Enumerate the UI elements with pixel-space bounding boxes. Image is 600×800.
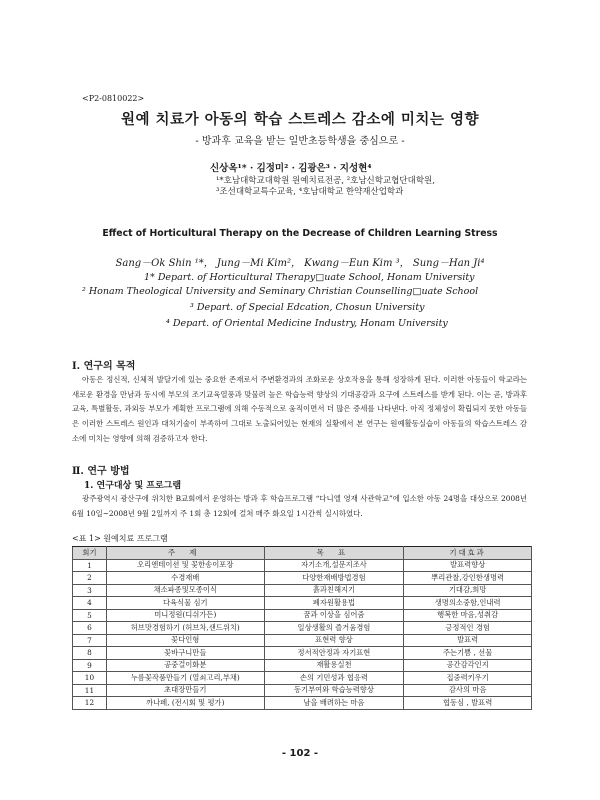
header-topic: 주 제 (106, 547, 264, 560)
topic-cell: 다육식물 심기 (106, 597, 264, 610)
session-number: 2 (73, 572, 107, 585)
topic-cell: 허브맛경험하기 (허브차,샌드위치) (106, 622, 264, 635)
affiliation-korean-2: ³조선대학교특수교육, ⁴호남대학교 한약재산업학과 (216, 187, 404, 197)
authors-korean: 신상옥¹* · 김정미² · 김광은³ · 지성현⁴ (210, 163, 372, 174)
topic-cell: 꽃바구니만들 (106, 647, 264, 660)
session-number: 11 (73, 684, 107, 697)
goal-cell: 동기부여와 학습능력향상 (264, 684, 404, 697)
effect-cell: 감사의 마음 (404, 684, 532, 697)
table-row (73, 634, 532, 647)
table-row (73, 572, 532, 585)
session-number: 6 (73, 622, 107, 635)
effect-cell: 발표력 (404, 634, 532, 647)
table-caption: <표 1> 원예치료 프로그램 (72, 534, 168, 543)
effect-cell: 기대감,희망 (404, 584, 532, 597)
table-row (73, 647, 532, 660)
paper-subtitle: - 방과후 교육을 받는 일반초등학생을 중심으로 - (195, 136, 405, 147)
header-goal: 목 표 (264, 547, 404, 560)
goal-cell: 남을 배려하는 마음 (264, 697, 404, 710)
effect-cell: 발표력향상 (404, 559, 532, 572)
goal-cell: 꿈과 이상을 심어줌 (264, 609, 404, 622)
table-row (73, 684, 532, 697)
topic-cell: 미니정원(디쉬가든) (106, 609, 264, 622)
english-title: Effect of Horticultural Therapy on the Decrease of Children Learning Stress (102, 228, 498, 239)
topic-cell: 초대장만들기 (106, 684, 264, 697)
session-number: 4 (73, 597, 107, 610)
effect-cell: 뿌리관찰,강인한생명력 (404, 572, 532, 585)
session-number: 10 (73, 672, 107, 685)
goal-cell: 표현력 향상 (264, 634, 404, 647)
section-2-heading: Ⅱ. 연구 방법 (72, 466, 130, 477)
effect-cell: 긍정적인 경험 (404, 622, 532, 635)
goal-cell: 흙과친해지기 (264, 584, 404, 597)
session-number: 1 (73, 559, 107, 572)
affiliation-english-4: ⁴ Depart. of Oriental Medicine Industry, Honam University (166, 318, 448, 329)
topic-cell: 채소파종및모종이식 (106, 584, 264, 597)
header-effect: 기대효과 (404, 547, 532, 560)
topic-cell: 까나페, (전시회 및 평가) (106, 697, 264, 710)
goal-cell: 손의 기민성과 협응력 (264, 672, 404, 685)
topic-cell: 오리엔테이션 및 꽃한송이포장 (106, 559, 264, 572)
affiliation-english-2: ² Honam Theological University and Seminary Christian Counselling□uate School (82, 286, 479, 297)
session-number: 7 (73, 634, 107, 647)
session-number: 3 (73, 584, 107, 597)
goal-cell: 정서적안정과 자기표현 (264, 647, 404, 660)
topic-cell: 꽃다인형 (106, 634, 264, 647)
table-row (73, 609, 532, 622)
affiliation-english-1: 1* Depart. of Horticultural Therapy□uate School, Honam University (144, 272, 475, 283)
effect-cell: 집중력키우기 (404, 672, 532, 685)
affiliation-english-3: ³ Depart. of Special Edcation, Chosun University (190, 302, 425, 313)
table-row (73, 659, 532, 672)
header-session: 회기 (73, 547, 107, 560)
table-row (73, 672, 532, 685)
topic-cell: 공중걸이화분 (106, 659, 264, 672)
effect-cell: 주는기쁨 , 선물 (404, 647, 532, 660)
goal-cell: 폐자원활용법 (264, 597, 404, 610)
table-row (73, 622, 532, 635)
effect-cell: 생명의소중함,인내력 (404, 597, 532, 610)
session-number: 9 (73, 659, 107, 672)
effect-cell: 협동심 , 발표력 (404, 697, 532, 710)
effect-cell: 행복한 마음,성취감 (404, 609, 532, 622)
affiliation-korean-1: ¹*호남대학교대학원 원예치료전공, ²호남신학교협단대학원, (216, 176, 435, 186)
effect-cell: 공간감각인지 (404, 659, 532, 672)
subsection-2-1-heading: 1. 연구대상 및 프로그램 (84, 481, 182, 491)
paper-code: <P2-0810022> (82, 94, 145, 103)
table-row (73, 559, 532, 572)
authors-english: Sang－Ok Shin ¹*， Jung－Mi Kim²， Kwang－Eun Kim ³， Sung－Han Ji⁴ (115, 258, 485, 269)
subsection-2-1-body: 광주광역시 광산구에 위치한 B교회에서 운영하는 방과 후 학습프로그램 “다니엘 영재 사관학교”에 입소한 아동 24명을 대상으로 2008년 6월 10일~2008년 9월 2일까지 주 1회 총 12회에 걸쳐 매주 화요일 1시간씩 실시하였다. (72, 494, 527, 518)
program-table (72, 546, 532, 710)
table-header-row (73, 547, 532, 560)
session-number: 5 (73, 609, 107, 622)
paper-title: 원예 치료가 아동의 학습 스트레스 감소에 미치는 영향 (121, 111, 479, 128)
topic-cell: 누름꽃작품만들기 (열쇠고리,부채) (106, 672, 264, 685)
page-number: - 102 - (281, 748, 319, 759)
session-number: 8 (73, 647, 107, 660)
table-row (73, 697, 532, 710)
goal-cell: 자기소개,설문지조사 (264, 559, 404, 572)
goal-cell: 일상생활의 즐거움경험 (264, 622, 404, 635)
table-row (73, 584, 532, 597)
table-row (73, 597, 532, 610)
section-1-heading: Ⅰ. 연구의 목적 (72, 361, 136, 372)
session-number: 12 (73, 697, 107, 710)
goal-cell: 다양한재배방법경험 (264, 572, 404, 585)
topic-cell: 수경재배 (106, 572, 264, 585)
goal-cell: 재활용실천 (264, 659, 404, 672)
section-1-body: 아동은 정신적, 신체적 발달기에 있는 중요한 존재로서 주변환경과의 조화로운 상호작용을 통해 성장하게 된다. 이러한 아동들이 학교라는 새로운 환경을 만남과 동시에 부모의 조기교육열풍과 맞물려 높은 학습능력 향상의 기대공감과 요구에 스트레스를 받게 된다. 이는 곧, 방과후 교육, 특별활동, 과외등 부모가 계획한 프로그램에 의해 수동적으로 움직이면서 더 많은 증세를 나타낸다. 아직 정체성이 확립되지 못한 아동들은 이러한 스트레스 원인과 대처기술이 부족하여 그대로 노출되어있는 현재의 실황에서 본 연구는 원예활동실습이 아동들의 학습스트레스 감소에 미치는 영향에 의해 검증하고자 한다. (72, 375, 527, 443)
